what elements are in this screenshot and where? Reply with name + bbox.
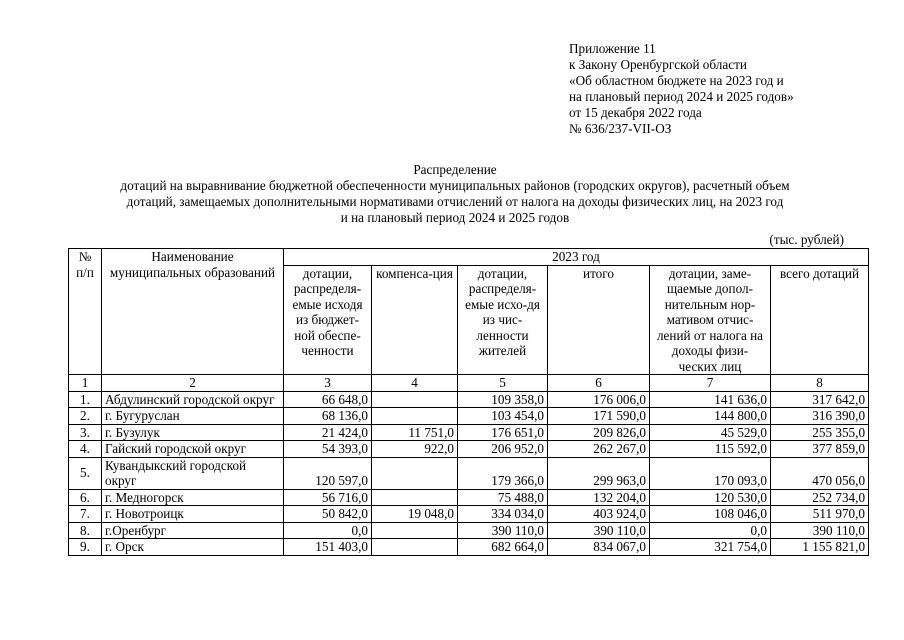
- cell-col-8: 255 355,0: [771, 424, 869, 441]
- cell-col-4: [372, 391, 458, 408]
- title-line: Распределение: [413, 162, 497, 177]
- cell-col-6: 299 963,0: [548, 457, 650, 489]
- column-number: 7: [650, 375, 771, 392]
- cell-col-4: [372, 489, 458, 506]
- cell-col-7: 321 754,0: [650, 539, 771, 556]
- cell-col-4: 19 048,0: [372, 506, 458, 523]
- table-row: [69, 391, 869, 408]
- table-row: [69, 489, 869, 506]
- appendix-block: [569, 41, 889, 137]
- cell-col-6: 834 067,0: [548, 539, 650, 556]
- cell-col-8: 252 734,0: [771, 489, 869, 506]
- cell-col-7: 120 530,0: [650, 489, 771, 506]
- header-col-8: всего дотаций: [771, 265, 869, 375]
- municipality-name: г. Новотроицк: [102, 506, 284, 523]
- municipality-name: г. Бугуруслан: [102, 408, 284, 425]
- row-number: 2.: [69, 408, 102, 425]
- table-row: [69, 424, 869, 441]
- cell-col-6: 132 204,0: [548, 489, 650, 506]
- cell-col-7: 115 592,0: [650, 441, 771, 458]
- header-col-6: итого: [548, 265, 650, 375]
- cell-col-6: 403 924,0: [548, 506, 650, 523]
- cell-col-5: 334 034,0: [458, 506, 548, 523]
- appendix-line: на плановый период 2024 и 2025 годов»: [569, 89, 794, 104]
- title-line: дотаций, замещаемых дополнительными нормативами отчислений от налога на доходы физических лиц, на 2023 год: [126, 194, 784, 209]
- cell-col-3: 120 597,0: [284, 457, 372, 489]
- cell-col-5: 206 952,0: [458, 441, 548, 458]
- header-col-4: компенса-ция: [372, 265, 458, 375]
- cell-col-8: 1 155 821,0: [771, 539, 869, 556]
- column-number: 5: [458, 375, 548, 392]
- cell-col-6: 209 826,0: [548, 424, 650, 441]
- row-number: 1.: [69, 391, 102, 408]
- row-number: 8.: [69, 522, 102, 539]
- municipality-name: Кувандыкский городской округ: [102, 457, 284, 489]
- cell-col-5: 103 454,0: [458, 408, 548, 425]
- cell-col-7: 144 800,0: [650, 408, 771, 425]
- cell-col-7: 141 636,0: [650, 391, 771, 408]
- municipality-name: Гайский городской округ: [102, 441, 284, 458]
- header-num: № п/п: [69, 249, 102, 375]
- table-row: [69, 441, 869, 458]
- appendix-line: от 15 декабря 2022 года: [569, 105, 702, 120]
- table-row: [69, 539, 869, 556]
- appendix-line: к Закону Оренбургской области: [569, 57, 747, 72]
- cell-col-3: 0,0: [284, 522, 372, 539]
- cell-col-8: 316 390,0: [771, 408, 869, 425]
- table-row: [69, 522, 869, 539]
- header-col-5: дотации, распределя-емые исхо-дя из чис-ленности жителей: [458, 265, 548, 375]
- municipality-name: г. Бузулук: [102, 424, 284, 441]
- cell-col-3: 21 424,0: [284, 424, 372, 441]
- cell-col-6: 390 110,0: [548, 522, 650, 539]
- cell-col-8: 377 859,0: [771, 441, 869, 458]
- municipality-name: г.Оренбург: [102, 522, 284, 539]
- document-title: [40, 162, 870, 226]
- cell-col-8: 317 642,0: [771, 391, 869, 408]
- cell-col-7: 170 093,0: [650, 457, 771, 489]
- row-number: 7.: [69, 506, 102, 523]
- row-number: 9.: [69, 539, 102, 556]
- cell-col-3: 56 716,0: [284, 489, 372, 506]
- row-number: 6.: [69, 489, 102, 506]
- column-number: 2: [102, 375, 284, 392]
- table-row: [69, 408, 869, 425]
- municipality-name: Абдулинский городской округ: [102, 391, 284, 408]
- cell-col-4: [372, 408, 458, 425]
- table-row: [69, 506, 869, 523]
- column-numbering-row: [69, 375, 869, 392]
- header-name: Наименование муниципальных образований: [102, 249, 284, 375]
- cell-col-7: 0,0: [650, 522, 771, 539]
- table-row: [69, 457, 869, 489]
- column-number: 6: [548, 375, 650, 392]
- cell-col-8: 390 110,0: [771, 522, 869, 539]
- cell-col-3: 54 393,0: [284, 441, 372, 458]
- cell-col-5: 176 651,0: [458, 424, 548, 441]
- row-number: 4.: [69, 441, 102, 458]
- header-year: 2023 год: [284, 249, 869, 266]
- title-line: дотаций на выравнивание бюджетной обеспеченности муниципальных районов (городских округов), расчетный объем: [120, 178, 790, 193]
- header-col-7: дотации, заме-щаемые допол-нительным нор-мативом отчис-лений от налога на доходы физи-ческих лиц: [650, 265, 771, 375]
- cell-col-3: 66 648,0: [284, 391, 372, 408]
- cell-col-6: 176 006,0: [548, 391, 650, 408]
- cell-col-4: [372, 539, 458, 556]
- cell-col-7: 45 529,0: [650, 424, 771, 441]
- cell-col-3: 68 136,0: [284, 408, 372, 425]
- cell-col-5: 390 110,0: [458, 522, 548, 539]
- row-number: 5.: [69, 457, 102, 489]
- cell-col-4: [372, 522, 458, 539]
- header-col-3: дотации, распределя-емые исходя из бюджет-ной обеспе-ченности: [284, 265, 372, 375]
- column-number: 3: [284, 375, 372, 392]
- cell-col-5: 682 664,0: [458, 539, 548, 556]
- row-number: 3.: [69, 424, 102, 441]
- units-label: (тыс. рублей): [769, 232, 844, 247]
- cell-col-7: 108 046,0: [650, 506, 771, 523]
- cell-col-6: 262 267,0: [548, 441, 650, 458]
- column-number: 8: [771, 375, 869, 392]
- municipality-name: г. Медногорск: [102, 489, 284, 506]
- cell-col-8: 470 056,0: [771, 457, 869, 489]
- cell-col-3: 50 842,0: [284, 506, 372, 523]
- column-number: 4: [372, 375, 458, 392]
- cell-col-4: 922,0: [372, 441, 458, 458]
- cell-col-4: [372, 457, 458, 489]
- appendix-line: «Об областном бюджете на 2023 год и: [569, 73, 784, 88]
- cell-col-5: 179 366,0: [458, 457, 548, 489]
- cell-col-5: 75 488,0: [458, 489, 548, 506]
- appendix-line: № 636/237-VII-ОЗ: [569, 121, 672, 136]
- cell-col-3: 151 403,0: [284, 539, 372, 556]
- cell-col-6: 171 590,0: [548, 408, 650, 425]
- column-number: 1: [69, 375, 102, 392]
- cell-col-4: 11 751,0: [372, 424, 458, 441]
- subsidy-table: [68, 248, 869, 556]
- title-line: и на плановый период 2024 и 2025 годов: [340, 210, 570, 225]
- cell-col-5: 109 358,0: [458, 391, 548, 408]
- cell-col-8: 511 970,0: [771, 506, 869, 523]
- municipality-name: г. Орск: [102, 539, 284, 556]
- appendix-line: Приложение 11: [569, 41, 656, 56]
